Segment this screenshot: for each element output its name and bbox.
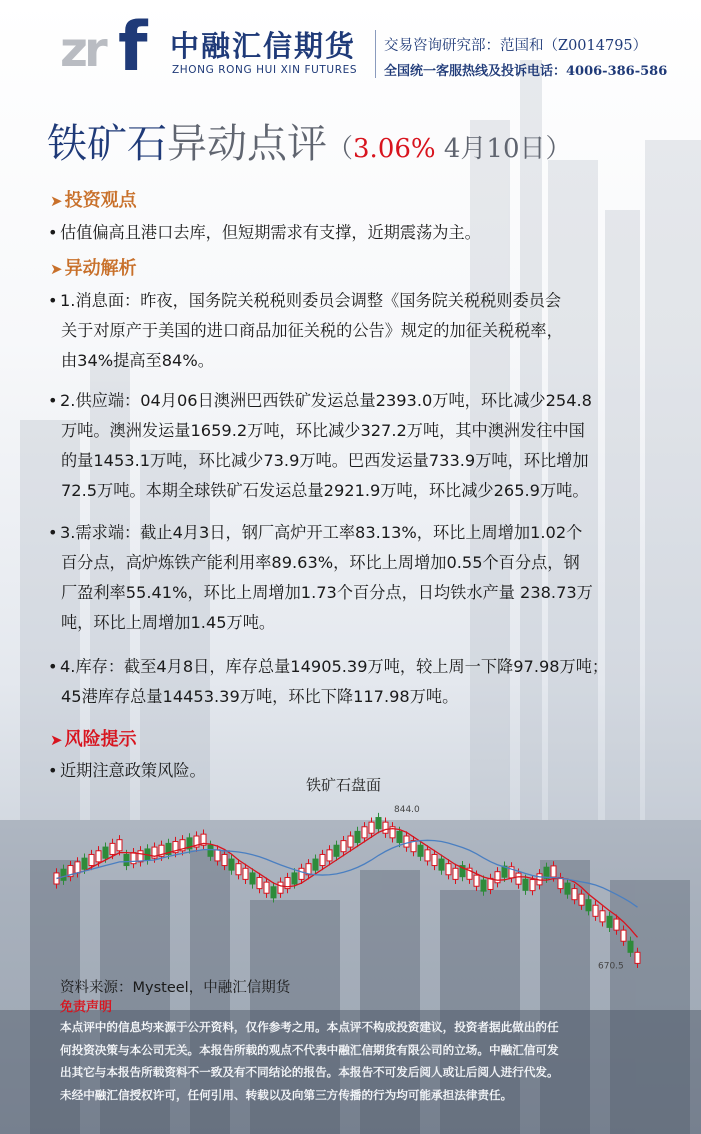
low-value-label: 670.5 [598, 961, 624, 972]
candle-body [446, 864, 451, 875]
candle-body [355, 831, 360, 842]
candle-body [236, 864, 241, 875]
candle-body [362, 827, 367, 838]
candle-body [292, 873, 297, 884]
company-name-cn: 中融汇信期货 [170, 29, 357, 63]
chart-title: 铁矿石盘面 [306, 776, 382, 794]
candle-body [299, 868, 304, 879]
candle-body [474, 875, 479, 886]
candle-body [320, 854, 325, 865]
section-title: 投资观点 [64, 190, 137, 211]
disclaimer-title: 免责声明 [60, 1000, 113, 1015]
page-title [47, 112, 572, 169]
candle-body [593, 905, 598, 916]
bullet-icon: • [48, 523, 58, 542]
arrow-icon: ➤ [50, 731, 63, 749]
candle-body [369, 822, 374, 833]
candle-body [621, 930, 626, 941]
title-change-percent: 3.06% [353, 134, 436, 164]
bullet-icon: • [48, 657, 58, 676]
candle-body [278, 882, 283, 893]
candle-body [229, 859, 234, 870]
hotline-info: 全国统一客服热线及投诉电话：4006-386-586 [384, 64, 668, 79]
candle-body [110, 843, 115, 854]
analysis-item-news: • 1.消息面：昨夜，国务院关税税则委员会调整《国务院关税税则委员会 关于对原产于美国的进口商品加征关税的公告》规定的加征关税税率， 由34%提高至84%。 [48, 286, 663, 376]
candle-body [75, 862, 80, 873]
candle-body [565, 883, 570, 894]
candle-body [82, 858, 87, 869]
candle-body [614, 919, 619, 930]
candle-body [495, 872, 500, 883]
analysis-item-demand: • 3.需求端：截止4月3日，钢厂高炉开工率83.13%，环比上周增加1.02个 百分点，高炉炼铁产能利用率89.63%，环比上周增加0.55个百分点，钢 厂盈利率55.41%，环比上周增加1.73个百分点，日均铁水产量 238.73万 吨，环比上周增加1.45万吨。 [48, 518, 663, 638]
candle-body [551, 866, 556, 877]
candle-body [488, 878, 493, 889]
title-commodity: 铁矿石 [47, 121, 167, 167]
candle-body [124, 854, 129, 865]
candle-body [250, 873, 255, 884]
candle-body [264, 882, 269, 893]
bullet-icon: • [48, 223, 58, 242]
candle-body [383, 822, 388, 833]
candle-body [558, 878, 563, 889]
analyst-info: 交易咨询研究部：范国和（Z0014795） [384, 38, 648, 54]
logo-mark: zr [60, 22, 104, 78]
candle-body [138, 851, 143, 862]
candle-body [222, 854, 227, 865]
title-date: 4月10日） [435, 134, 572, 164]
candle-body [327, 850, 332, 861]
moving-average-long-line [57, 840, 638, 907]
section-title: 风险提示 [64, 729, 137, 750]
analysis-item-supply: • 2.供应端：04月06日澳洲巴西铁矿发运总量2393.0万吨，环比减少254.8 万吨。澳洲发运量1659.2万吨，环比减少327.2万吨，其中澳洲发往中国 的量1453.1万吨，环比减少73.9万吨。巴西发运量733.9万吨，环比增加 72.5万吨。本期全球铁矿石发运总量2921.9万吨，环比减少265.9万吨。 [48, 386, 663, 506]
candle-body [481, 880, 486, 891]
analysis-item-inventory: • 4.库存：截至4月8日，库存总量14905.39万吨，较上周一下降97.98万吨； 45港库存总量14453.39万吨，环比下降117.98万吨。 [48, 652, 663, 712]
company-name-en: ZHONG RONG HUI XIN FUTURES [172, 64, 358, 76]
candle-body [418, 845, 423, 856]
section-risk [50, 725, 137, 751]
section-title: 异动解析 [64, 258, 137, 279]
candle-body [376, 818, 381, 829]
candle-body [425, 850, 430, 861]
candle-body [215, 850, 220, 861]
candle-body [530, 880, 535, 891]
bullet-icon: • [48, 291, 58, 310]
candle-body [579, 894, 584, 905]
candle-body [516, 873, 521, 884]
candle-body [439, 859, 444, 870]
candle-body [404, 836, 409, 847]
candle-body [103, 847, 108, 858]
candle-body [348, 836, 353, 847]
candle-body [635, 952, 640, 963]
data-source: 资料来源：Mysteel，中融汇信期货 [60, 980, 291, 996]
high-value-label: 844.0 [394, 805, 420, 816]
candle-body [61, 869, 66, 880]
candle-body [257, 878, 262, 889]
candle-body [607, 916, 612, 927]
candle-body [243, 868, 248, 879]
candle-body [117, 840, 122, 851]
header-divider [375, 30, 376, 78]
candle-body [628, 941, 633, 952]
arrow-icon: ➤ [50, 260, 63, 278]
candle-body [572, 889, 577, 900]
candle-body [397, 831, 402, 842]
candle-body [523, 879, 528, 890]
candle-body [96, 851, 101, 862]
moving-average-short-line [57, 829, 638, 938]
arrow-icon: ➤ [50, 192, 63, 210]
candle-body [453, 868, 458, 879]
risk-paragraph: • 近期注意政策风险。 [48, 756, 663, 786]
title-subject: 异动点评 [167, 121, 327, 167]
candle-body [208, 845, 213, 856]
bullet-icon: • [48, 391, 58, 410]
candle-body [600, 911, 605, 922]
candle-body [313, 859, 318, 870]
candle-body [334, 845, 339, 856]
candle-body [271, 887, 276, 898]
section-analysis [50, 254, 137, 280]
title-paren: （ [327, 134, 354, 164]
candle-body [432, 854, 437, 865]
view-paragraph: • 估值偏高且港口去库，但短期需求有支撑，近期震荡为主。 [48, 218, 663, 248]
candle-body [89, 854, 94, 865]
disclaimer-text: 本点评中的信息均来源于公开资料，仅作参考之用。本点评不构成投资建议，投资者据此做出的任 何投资决策与本公司无关。本报告所载的观点不代表中融汇信期货有限公司的立场。中融汇信可发 出其它与本报告所载资料不一致及有不同结论的报告。本报告不可发后阅人或让后阅人进行代发。 未经中融汇信授权许可，任何引用、转载以及向第三方传播的行为均可能承担法律责任。 [60, 1020, 559, 1102]
candlestick-chart [48, 790, 648, 990]
section-investment-view [50, 186, 137, 212]
candle-body [341, 841, 346, 852]
candle-body [586, 900, 591, 911]
bullet-icon: • [48, 761, 58, 780]
logo-mark-f: f [118, 8, 148, 87]
